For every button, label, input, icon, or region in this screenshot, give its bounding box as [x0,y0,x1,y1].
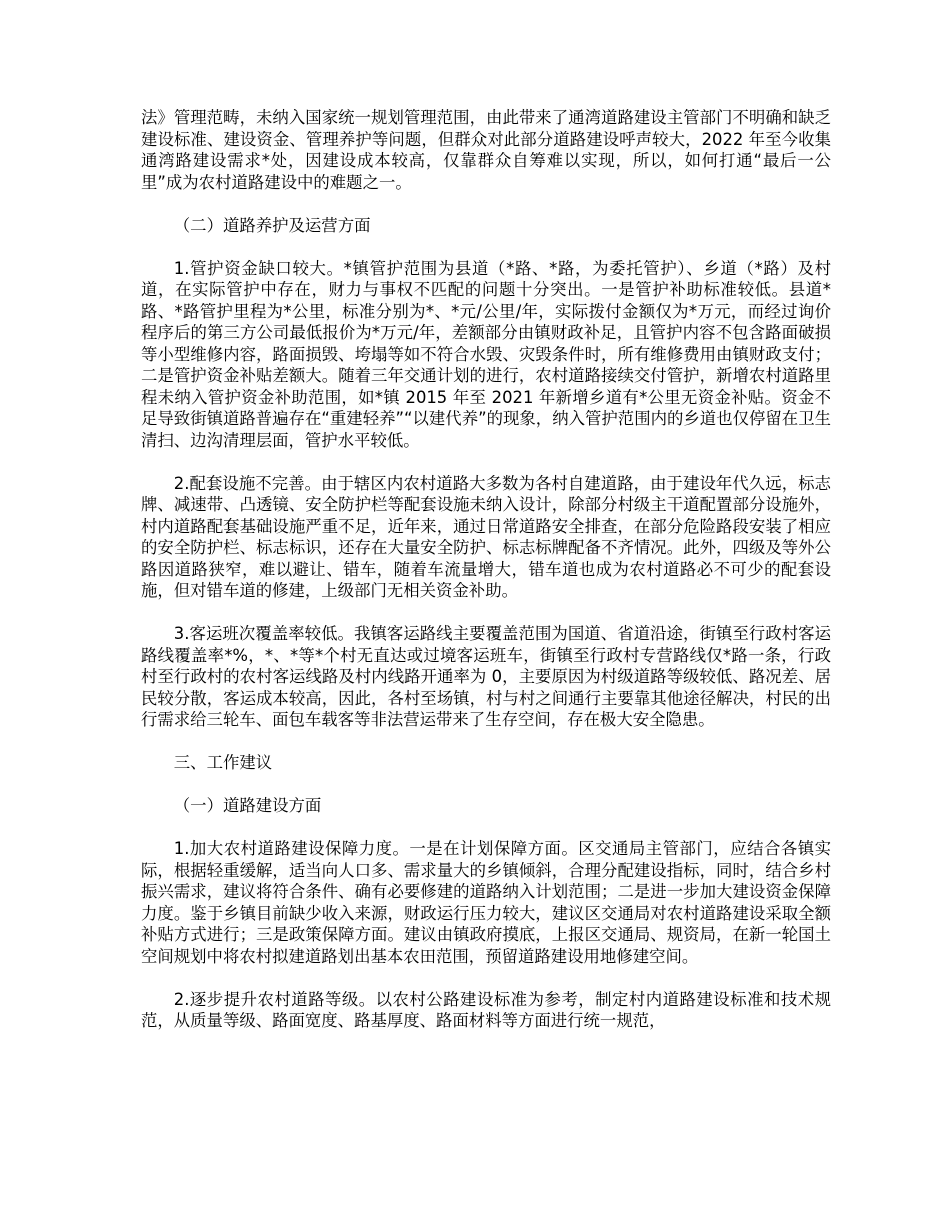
paragraph-maintenance-funding: 1.管护资金缺口较大。*镇管护范围为县道（*路、*路，为委托管护）、乡道（*路）及村道，在实际管护中存在，财力与事权不匹配的问题十分突出。一是管护补助标准较低。县道*路、*路管护里程为*公里，标准分别为*、*元/公里/年，实际拨付金额仅为*万元，而经过询价程序后的第三方公司最低报价为*万元/年，差额部分由镇财政补足，且管护内容不包含路面破损等小型维修内容，路面损毁、垮塌等如不符合水毁、灾毁条件时，所有维修费用由镇财政支付；二是管护资金补贴差额大。随着三年交通计划的进行，农村道路接续交付管护，新增农村道路里程未纳入管护资金补助范围，如*镇 2015 年至 2021 年新增乡道有*公里无资金补贴。资金不足导致街镇道路普遍存在“重建轻养”“以建代养”的现象，纳入管护范围内的乡道也仅停留在卫生清扫、边沟清理层面，管护水平较低。 [141,258,831,450]
paragraph-bus-coverage: 3.客运班次覆盖率较低。我镇客运路线主要覆盖范围为国道、省道沿途，街镇至行政村客运路线覆盖率*%，*、*等*个村无直达或过境客运班车，街镇至行政村专营路线仅*路一条，行政村至行政村的农村客运线路及村内线路开通率为 0，主要原因为村级道路等级较低、路况差、居民较分散，客运成本较高，因此，各村至场镇，村与村之间通行主要靠其他途径解决，村民的出行需求给三轮车、面包车载客等非法营运带来了生存空间，存在极大安全隐患。 [141,624,831,729]
section-heading-road-construction: （一）道路建设方面 [173,796,322,815]
paragraph-road-grade-upgrade: 2.逐步提升农村道路等级。以农村公路建设标准为参考，制定村内道路建设标准和技术规范，从质量等级、路面宽度、路基厚度、路面材料等方面进行统一规范， [141,989,831,1030]
paragraph-continued: 法》管理范畴，未纳入国家统一规划管理范围，由此带来了通湾道路建设主管部门不明确和缺乏建设标准、建设资金、管理养护等问题，但群众对此部分道路建设呼声较大，2022 年至今收集通湾路建设需求*处，因建设成本较高，仅靠群众自筹难以实现，所以，如何打通“最后一公里”成为农村道路建设中的难题之一。 [141,108,831,192]
section-heading-work-suggestions: 三、工作建议 [173,753,273,772]
paragraph-construction-guarantee: 1.加大农村道路建设保障力度。一是在计划保障方面。区交通局主管部门，应结合各镇实际，根据轻重缓解，适当向人口多、需求量大的乡镇倾斜，合理分配建设指标，同时，结合乡村振兴需求，建议将符合条件、确有必要修建的道路纳入计划范围；二是进一步加大建设资金保障力度。鉴于乡镇目前缺少收入来源，财政运行压力较大，建议区交通局对农村道路建设采取全额补贴方式进行；三是政策保障方面。建议由镇政府摸底，上报区交通局、规资局，在新一轮国土空间规划中将农村拟建道路划出基本农田范围，预留道路建设用地修建空间。 [141,839,831,966]
paragraph-supporting-facilities: 2.配套设施不完善。由于辖区内农村道路大多数为各村自建道路，由于建设年代久远，标志牌、减速带、凸透镜、安全防护栏等配套设施未纳入设计，除部分村级主干道配置部分设施外，村内道路配套基础设施严重不足，近年来，通过日常道路安全排查，在部分危险路段安装了相应的安全防护栏、标志标识，还存在大量安全防护、标志标牌配备不齐情况。此外，四级及等外公路因道路狭窄，难以避让、错车，随着车流量增大，错车道也成为农村道路必不可少的配套设施，但对错车道的修建，上级部门无相关资金补助。 [141,473,831,600]
section-heading-road-maintenance: （二）道路养护及运营方面 [173,215,371,235]
document-body [141,107,831,1032]
